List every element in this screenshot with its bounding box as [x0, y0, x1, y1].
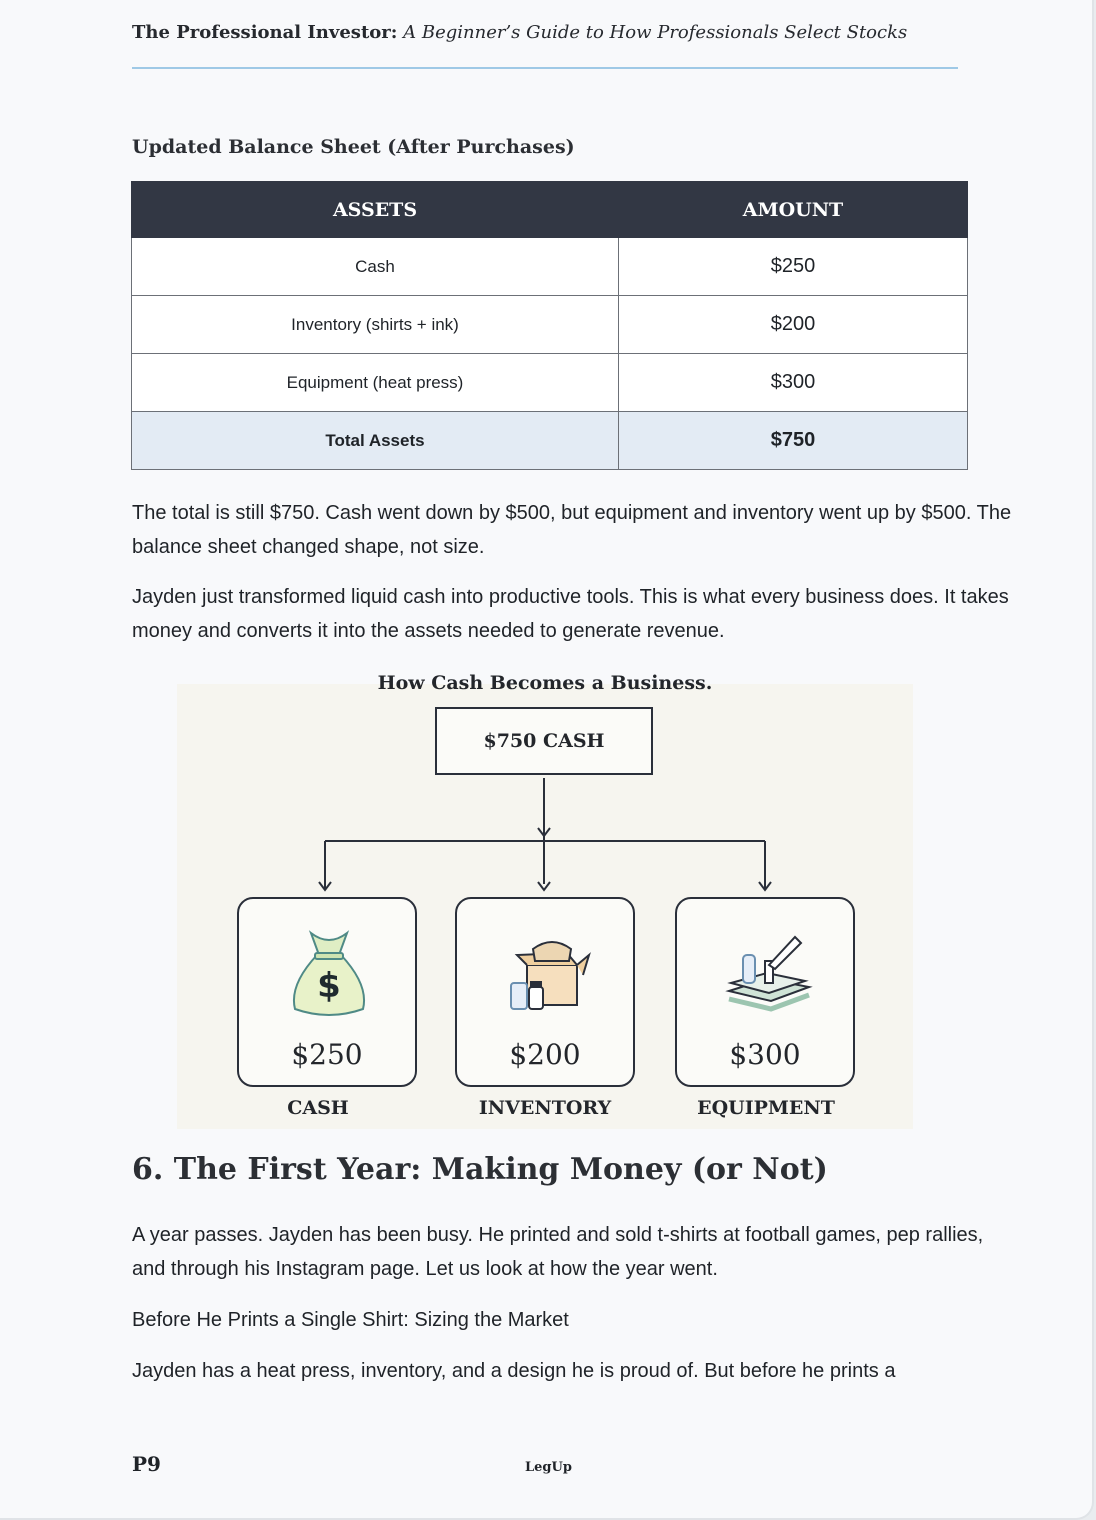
cash-flow-diagram [177, 672, 913, 1129]
money-bag-icon [279, 925, 379, 1025]
cash-label: CASH [287, 1097, 349, 1119]
running-header [132, 22, 907, 43]
diagram-title: How Cash Becomes a Business. [377, 672, 713, 694]
svg-text:$: $ [317, 966, 341, 1006]
column-header-amount: AMOUNT [619, 182, 968, 238]
table-row [132, 238, 968, 296]
brand-logo-text: LegUp [525, 1460, 572, 1475]
cash-card [237, 897, 417, 1087]
source-cash-box: $750 CASH [435, 707, 653, 775]
table-row [132, 296, 968, 354]
subheading-paragraph: Before He Prints a Single Shirt: Sizing the Market [132, 1309, 569, 1331]
equipment-value: $300 [729, 1038, 801, 1071]
book-title: The Professional Investor: [132, 22, 398, 43]
total-row [132, 412, 968, 470]
inventory-value: $200 [509, 1038, 581, 1071]
inventory-box-icon [497, 925, 597, 1025]
table-row [132, 354, 968, 412]
paragraph: Jayden has a heat press, inventory, and a design he is proud of. But before he prints a [132, 1360, 896, 1382]
row-amount: $250 [619, 238, 968, 296]
balance-sheet-table [131, 181, 968, 470]
section-heading: 6. The First Year: Making Money (or Not) [132, 1152, 828, 1187]
inventory-card [455, 897, 635, 1087]
table-header-row [132, 182, 968, 238]
column-header-assets: ASSETS [132, 182, 619, 238]
balance-sheet-title: Updated Balance Sheet (After Purchases) [132, 136, 575, 158]
paragraph: A year passes. Jayden has been busy. He printed and sold t-shirts at football games, pep rallies, and through his Instagram page. Let us look at how the year went. [132, 1224, 984, 1280]
heat-press-icon [717, 925, 817, 1025]
inventory-label: INVENTORY [478, 1097, 612, 1119]
cash-value: $250 [291, 1038, 363, 1071]
row-label: Cash [132, 238, 619, 296]
paragraph: Jayden just transformed liquid cash into productive tools. This is what every business does. It takes money and converts it into the assets needed to generate revenue. [132, 586, 1009, 642]
page-number: P9 [132, 1452, 161, 1476]
row-amount: $300 [619, 354, 968, 412]
total-amount: $750 [619, 412, 968, 470]
row-label: Equipment (heat press) [132, 354, 619, 412]
row-label: Inventory (shirts + ink) [132, 296, 619, 354]
equipment-label: EQUIPMENT [697, 1097, 835, 1119]
row-amount: $200 [619, 296, 968, 354]
paragraph: The total is still $750. Cash went down by $500, but equipment and inventory went up by $500. The balance sheet changed shape, not size. [132, 502, 1012, 558]
header-divider [132, 67, 958, 69]
total-label: Total Assets [132, 412, 619, 470]
book-subtitle: A Beginner’s Guide to How Professionals Select Stocks [403, 22, 908, 43]
equipment-card [675, 897, 855, 1087]
